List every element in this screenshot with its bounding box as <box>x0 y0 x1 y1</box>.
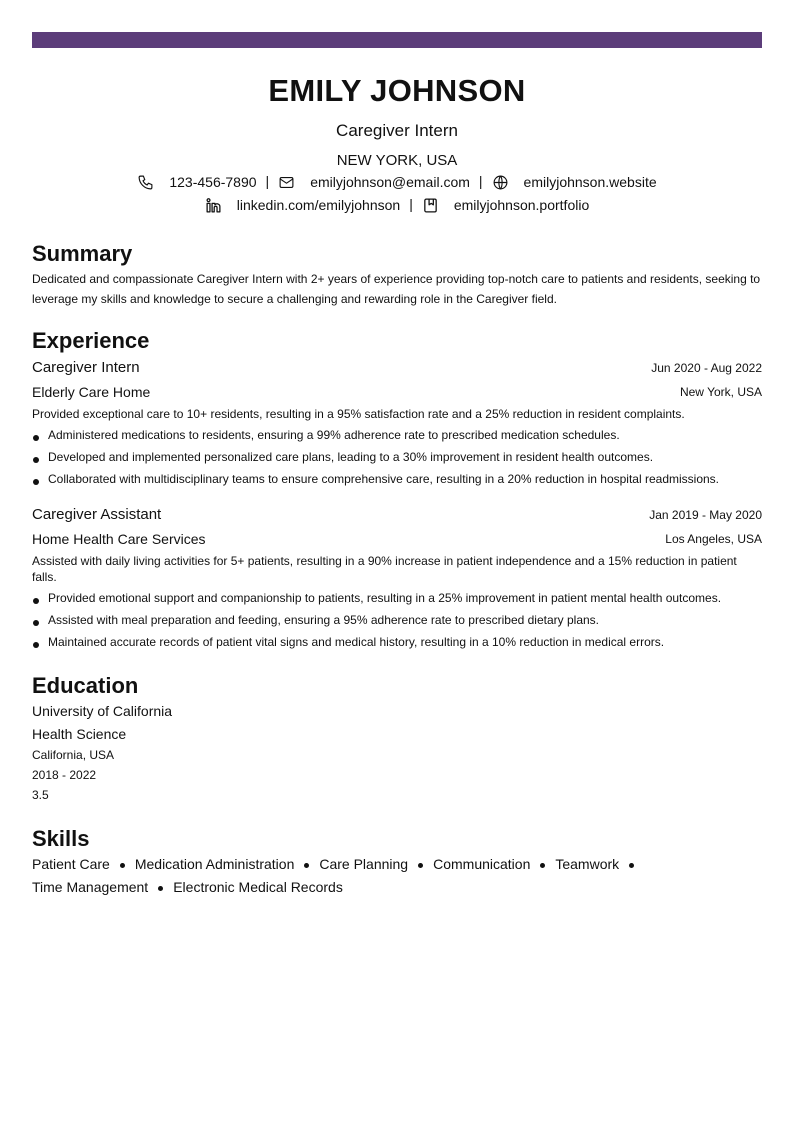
skill-dot <box>418 863 423 868</box>
job-title: Caregiver Intern <box>32 359 140 376</box>
contact-row-1 <box>0 173 794 191</box>
skill-item: Patient Care <box>32 856 110 872</box>
portfolio-text: emilyjohnson.portfolio <box>453 197 590 214</box>
job-location: Los Angeles, USA <box>665 532 762 546</box>
accent-bar <box>32 32 762 48</box>
job-description: Assisted with daily living activities for 5+ patients, resulting in a 90% increase in patient independence and a 15% reduction in patient falls. <box>32 554 737 584</box>
skills-row-2 <box>32 879 343 895</box>
email-text: emilyjohnson@email.com <box>310 174 470 191</box>
candidate-location: NEW YORK, USA <box>336 152 458 169</box>
globe-icon <box>492 174 509 191</box>
phone-text: 123-456-7890 <box>169 174 257 191</box>
job-bullet: Provided emotional support and companionship to patients, resulting in a 25% improvement in patient mental health outcomes. <box>32 590 762 612</box>
experience-heading: Experience <box>32 328 150 353</box>
job-description: Provided exceptional care to 10+ residents, resulting in a 95% satisfaction rate and a 25% reduction in resident complaints. <box>32 407 685 421</box>
education-heading: Education <box>32 673 139 698</box>
job-bullet: Maintained accurate records of patient vital signs and medical history, resulting in a 10% reduction in medical errors. <box>32 634 762 656</box>
skill-item: Time Management <box>32 879 149 895</box>
education-school: University of California <box>32 703 173 719</box>
contact-website[interactable] <box>492 174 657 191</box>
skill-dot <box>158 886 163 891</box>
job-company: Elderly Care Home <box>32 384 151 400</box>
job-bullets <box>32 427 762 493</box>
linkedin-text: linkedin.com/emilyjohnson <box>236 197 401 214</box>
candidate-name: EMILY JOHNSON <box>268 73 526 108</box>
contact-row-2 <box>0 196 794 214</box>
skill-dot <box>304 863 309 868</box>
contact-separator: | <box>478 173 483 189</box>
education-gpa: 3.5 <box>32 788 49 802</box>
job-dates: Jan 2019 - May 2020 <box>649 508 762 522</box>
job-bullet: Assisted with meal preparation and feeding, ensuring a 95% adherence rate to prescribed dietary plans. <box>32 612 762 634</box>
linkedin-icon <box>205 197 222 214</box>
education-field: Health Science <box>32 726 127 742</box>
contact-phone[interactable] <box>137 174 256 191</box>
job-bullet: Administered medications to residents, ensuring a 99% adherence rate to prescribed medication schedules. <box>32 427 762 449</box>
skill-item: Medication Administration <box>134 856 295 872</box>
skill-item: Teamwork <box>555 856 620 872</box>
skill-dot <box>629 863 634 868</box>
skill-item: Electronic Medical Records <box>173 879 343 895</box>
mail-icon <box>278 174 295 191</box>
job-title: Caregiver Assistant <box>32 506 162 523</box>
skills-heading: Skills <box>32 826 90 851</box>
job-location: New York, USA <box>679 385 762 399</box>
contact-separator: | <box>265 173 270 189</box>
education-location: California, USA <box>32 748 115 762</box>
candidate-title: Caregiver Intern <box>336 121 458 140</box>
summary-text: Dedicated and compassionate Caregiver Intern with 2+ years of experience providing top-notch care to patients and residents, seeking to leverage my skills and knowledge to secure a challenging and rewarding role in the Caregiver field. <box>32 272 761 306</box>
phone-icon <box>137 174 154 191</box>
job-bullet: Collaborated with multidisciplinary teams to ensure comprehensive care, resulting in a 20% reduction in hospital readmissions. <box>32 471 762 493</box>
skill-dot <box>540 863 545 868</box>
skill-item: Communication <box>433 856 531 872</box>
job-company: Home Health Care Services <box>32 531 206 547</box>
summary-heading: Summary <box>32 241 133 266</box>
job-bullets <box>32 590 762 656</box>
job-bullet: Developed and implemented personalized care plans, leading to a 30% improvement in resident health outcomes. <box>32 449 762 471</box>
skills-row-1 <box>32 856 644 872</box>
contact-portfolio[interactable] <box>422 197 589 214</box>
skill-item: Care Planning <box>319 856 409 872</box>
contact-linkedin[interactable] <box>205 197 400 214</box>
portfolio-icon <box>422 197 439 214</box>
job-dates: Jun 2020 - Aug 2022 <box>651 361 762 375</box>
website-text: emilyjohnson.website <box>523 174 657 191</box>
contact-separator: | <box>409 196 413 212</box>
education-dates: 2018 - 2022 <box>32 768 97 782</box>
skill-dot <box>120 863 125 868</box>
contact-email[interactable] <box>278 174 470 191</box>
